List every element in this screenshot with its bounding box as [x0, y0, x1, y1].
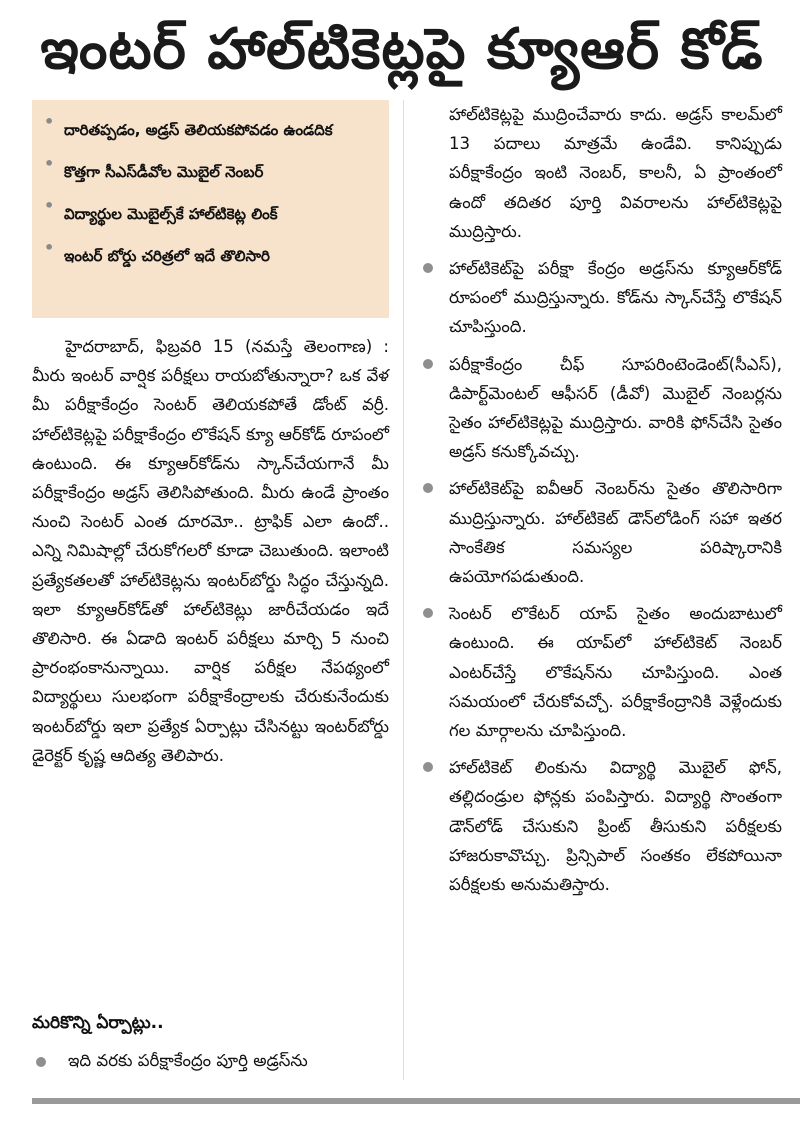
bullet-icon	[423, 263, 433, 273]
bullet-icon: •	[44, 154, 55, 173]
subheading: మరికొన్ని ఏర్పాట్లు..	[32, 1013, 164, 1033]
list-item-continuation: హాల్‌టికెట్లపై ముద్రించేవారు కాదు. అడ్రస్ కాలమ్‌లో 13 పదాలు మాత్రమే ఉండేవి. కానిప్పుడు పరీక్షాకేంద్రం ఇంటి నెంబర్, కాలనీ, ఏ ప్రాంతంలో ఉందో తదితర పూర్తి వివరాలను హాల్‌టికెట్లపై ముద్రిస్తారు.	[449, 105, 782, 241]
bullet-icon: •	[44, 112, 55, 131]
list-item: సెంటర్ లొకేటర్ యాప్ సైతం అందుబాటులో ఉంటుంది. ఈ యాప్‌లో హాల్‌టికెట్ నెంబర్ ఎంటర్‌చేస్తే లొకేషన్‌ను చూపిస్తుంది. ఎంత సమయంలో చేరుకోవచ్చో. పరీక్షాకేంద్రానికి వెళ్లేందుకు గల మార్గాలను చూపిస్తుంది.	[417, 599, 782, 745]
list-item: హాల్‌టికెట్‌పై పరీక్షా కేంద్రం అడ్రస్‌ను క్యూఆర్‌కోడ్ రూపంలో ముద్రిస్తున్నారు. కోడ్‌ను స్కాన్‌చేస్తే లొకేషన్ చూపిస్తుంది.	[417, 254, 782, 342]
bullet-icon	[423, 483, 433, 493]
list-item: ఇది వరకు పరీక్షాకేంద్రం పూర్తి అడ్రస్‌ను	[32, 1046, 389, 1075]
bullet-icon: •	[44, 238, 55, 257]
highlight-item: • కొత్తగా సీఎస్‌డీవోల మొబైల్ నెంబర్	[44, 154, 264, 181]
highlight-item: • ఇంటర్ బోర్డు చరిత్రలో ఇదే తొలిసారి	[44, 238, 270, 265]
bullet-icon	[423, 762, 433, 772]
highlight-item: • దారితప్పడం, అడ్రస్ తెలియకపోవడం ఉండదిక	[44, 112, 333, 139]
bullet-icon	[423, 608, 433, 618]
column-divider	[403, 100, 404, 1080]
list-item: హాల్‌టికెట్ లింకును విద్యార్థి మొబైల్ ఫోన్, తల్లిదండ్రుల ఫోన్లకు పంపిస్తారు. విద్యార్థి సొంతంగా డౌన్‌లోడ్ చేసుకుని ప్రింట్ తీసుకుని పరీక్షలకు హాజరుకావొచ్చు. ప్రిన్సిపాల్ సంతకం లేకపోయినా పరీక్షలకు అనుమతిస్తారు.	[417, 753, 782, 899]
bottom-divider	[32, 1098, 800, 1104]
list-item: పరీక్షాకేంద్రం చీఫ్ సూపరింటెండెంట్(సీఎస్), డిపార్ట్‌మెంటల్ ఆఫీసర్ (డీవో) మొబైల్ నెంబర్లను సైతం హాల్‌టికెట్లపై ముద్రిస్తారు. వారికి ఫోన్‌చేసి సైతం అడ్రస్ కనుక్కోవచ్చు.	[417, 350, 782, 467]
headline: ఇంటర్ హాల్‌టికెట్లపై క్యూఆర్ కోడ్	[40, 17, 764, 82]
list-item: హాల్‌టికెట్‌పై ఐవీఆర్ నెంబర్‌ను సైతం తొలిసారిగా ముద్రిస్తున్నారు. హాల్‌టికెట్ డౌన్‌లోడింగ్ సహా ఇతర సాంకేతిక సమస్యల పరిష్కారానికి ఉపయోగపడుతుంది.	[417, 474, 782, 591]
body-paragraph: హైదరాబాద్, ఫిబ్రవరి 15 (నమస్తే తెలంగాణ) : మీరు ఇంటర్ వార్షిక పరీక్షలు రాయబోతున్నారా? ఒక వేళ మీ పరీక్షాకేంద్రం సెంటర్ తెలియకపోతే డోంట్ వర్రీ. హాల్‌టికెట్లపై పరీక్షాకేంద్రం లొకేషన్ క్యూ ఆర్‌కోడ్ రూపంలో ఉంటుంది. ఈ క్యూఆర్‌కోడ్‌ను స్కాన్‌చేయగానే మీ పరీక్షాకేంద్రం అడ్రస్ తెలిసిపోతుంది. మీరు ఉండే ప్రాంతం నుంచి సెంటర్ ఎంత దూరమో.. ట్రాఫిక్ ఎలా ఉందో.. ఎన్ని నిమిషాల్లో చేరుకోగలరో కూడా చెబుతుంది. ఇలాంటి ప్రత్యేకతలతో హాల్‌టికెట్లను ఇంటర్‌బోర్డు సిద్ధం చేస్తున్నది. ఇలా క్యూఆర్‌కోడ్‌తో హాల్‌టికెట్లు జారీచేయడం ఇదే తొలిసారి. ఈ ఏడాది ఇంటర్ పరీక్షలు మార్చి 5 నుంచి ప్రారంభంకానున్నాయి. వార్షిక పరీక్షల నేపథ్యంలో విద్యార్థులు సులభంగా పరీక్షాకేంద్రాలకు చేరుకునేందుకు ఇంటర్‌బోర్డు ఇలా ప్రత్యేక ఏర్పాట్లు చేసినట్టు ఇంటర్‌బోర్డు డైరెక్టర్ కృష్ణ ఆదిత్య తెలిపారు.	[32, 337, 389, 765]
article-body-right	[417, 100, 782, 907]
bullet-icon	[423, 359, 433, 369]
article-body-left	[32, 332, 389, 770]
highlight-box	[32, 100, 389, 318]
bullet-icon	[36, 1057, 46, 1067]
highlight-item: • విద్యార్థుల మొబైల్స్‌కే హాల్‌టికెట్ల లింక్	[44, 196, 278, 223]
bullet-icon: •	[44, 196, 55, 215]
